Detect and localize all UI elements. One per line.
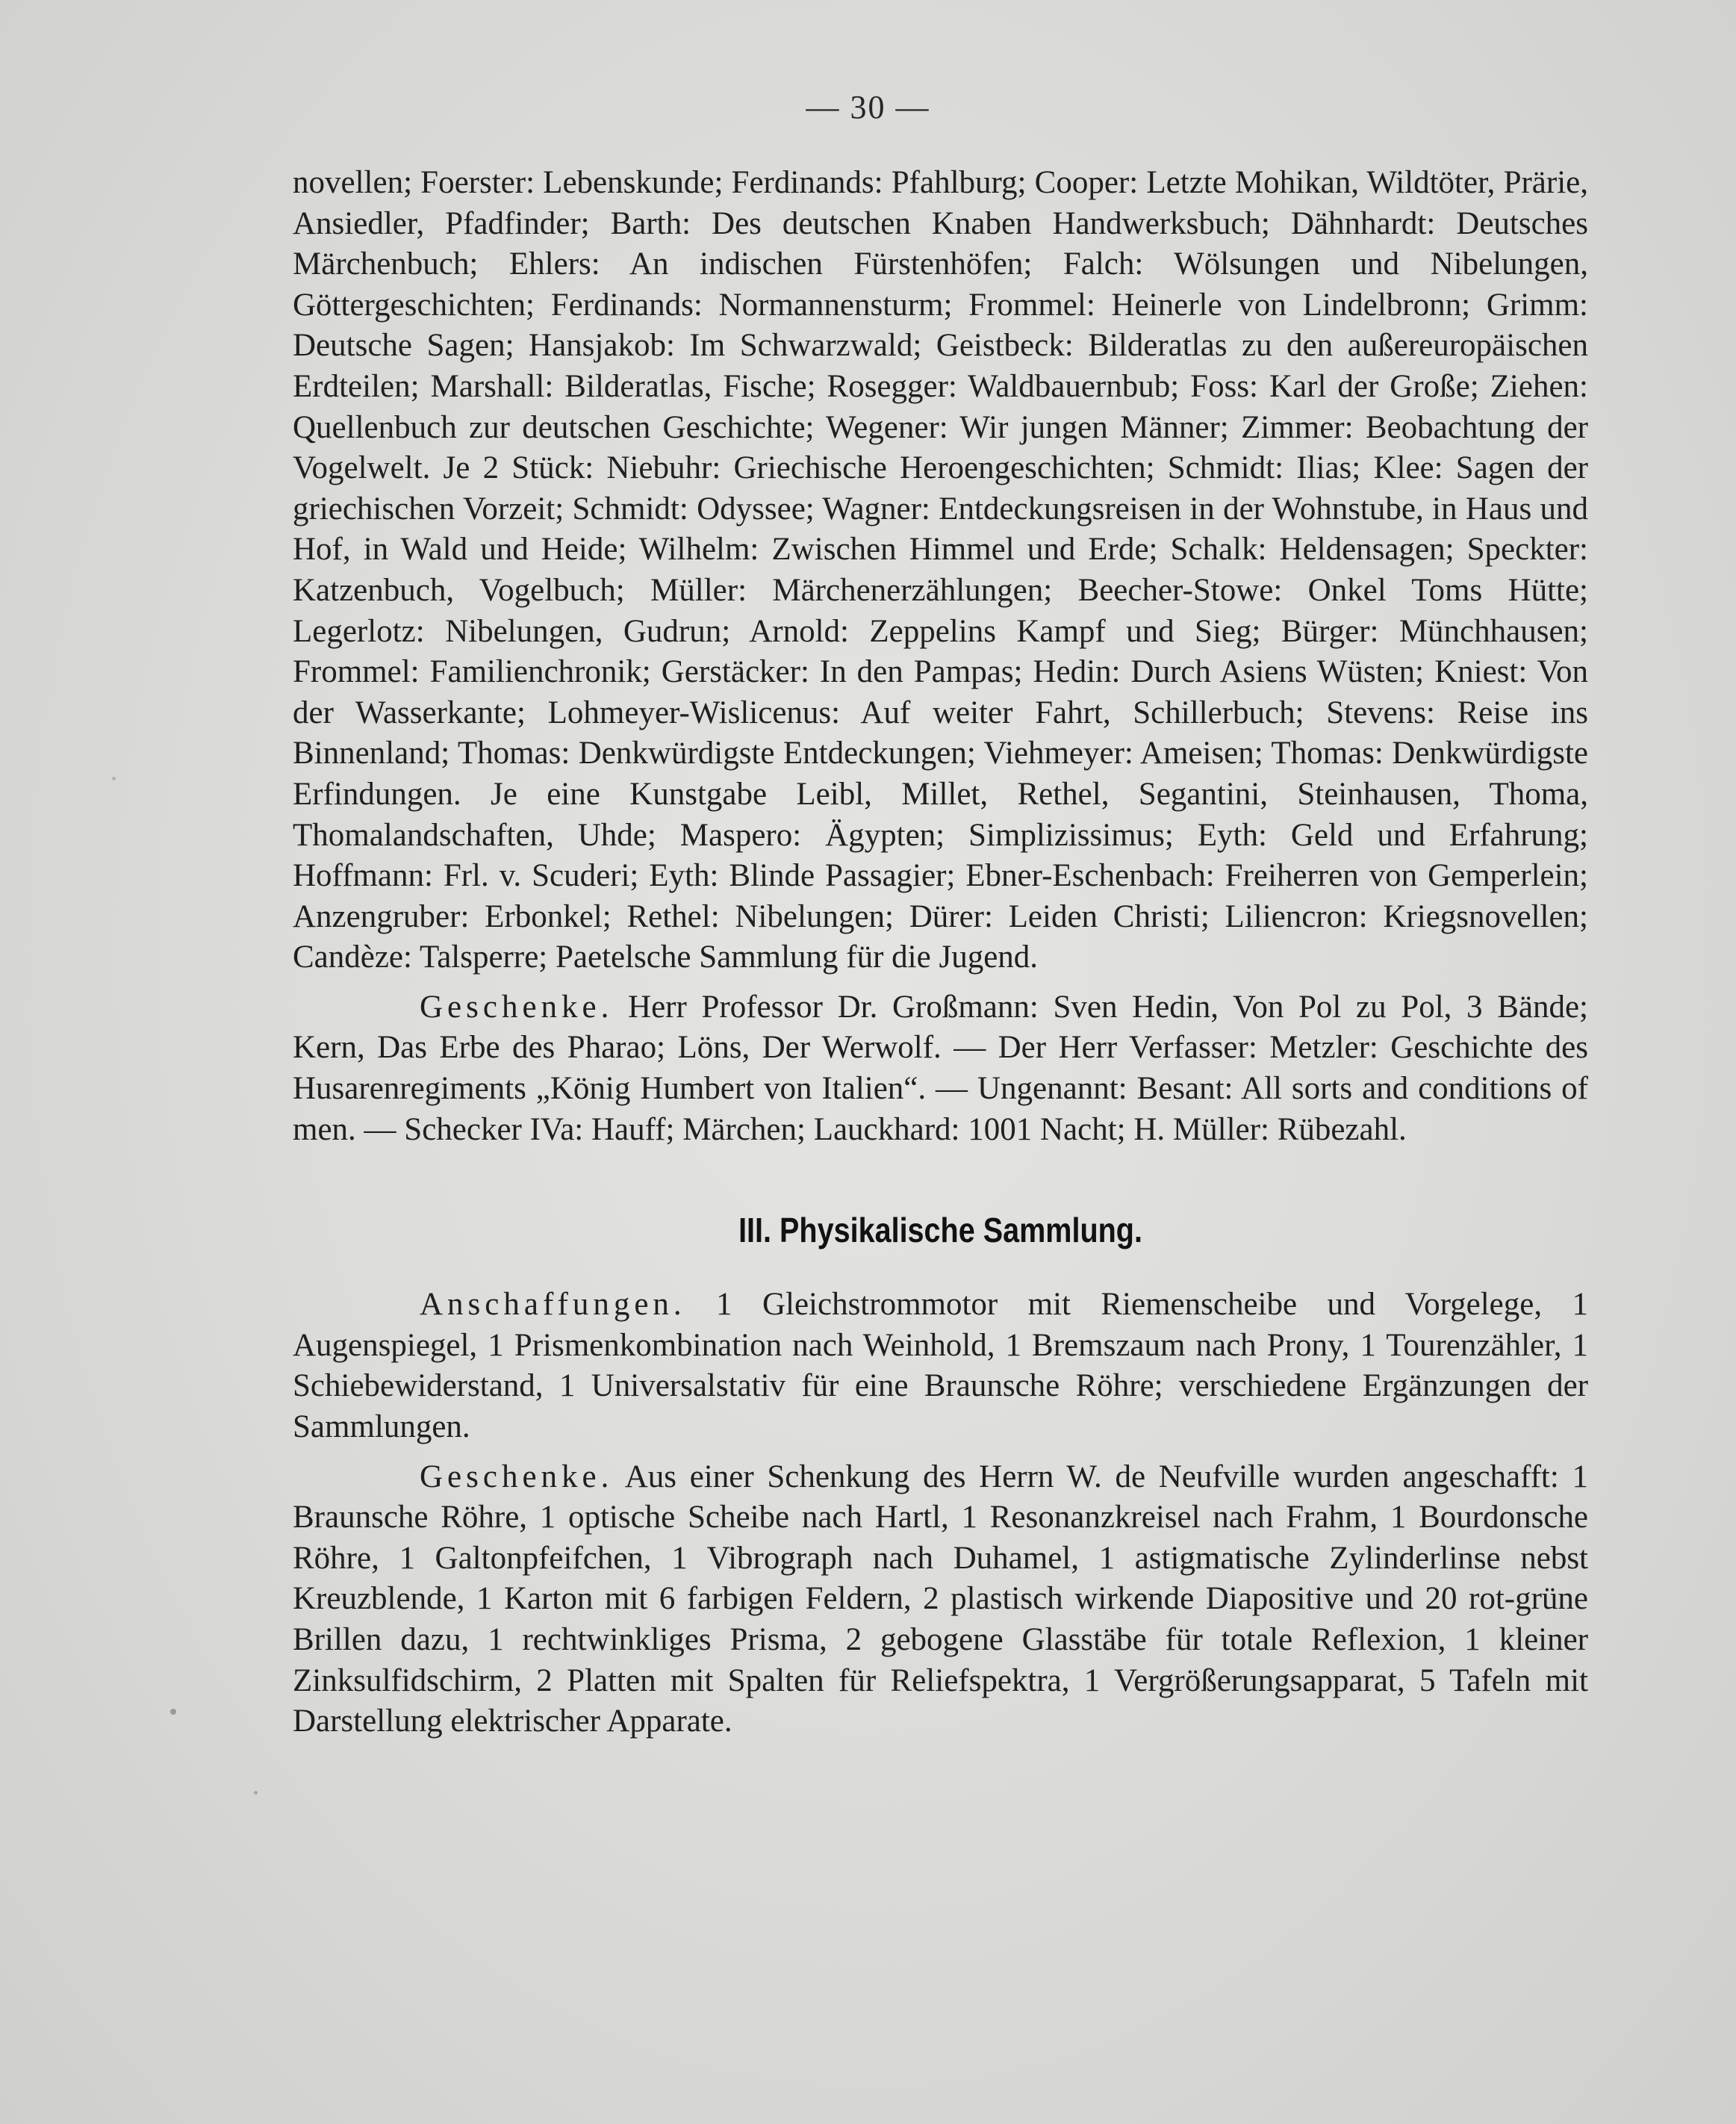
paragraph-gap (293, 1448, 1588, 1457)
physics-gifts-label: Geschenke. (420, 1459, 614, 1494)
physics-acquisitions-paragraph (293, 1285, 1588, 1447)
physics-gifts-text: Aus einer Schenkung des Herrn W. de Neufville wurden angeschafft: 1 Braunsche Röhre, 1 optische Scheibe nach Hartl, 1 Resonanzkreisel nach Frahm, 1 Bourdonsche Röhre, 1 Galtonpfeifchen, 1 Vibrograph nach Duhamel, 1 astigmatische Zylinderlinse nebst Kreuzblende, 1 Karton mit 6 farbigen Feldern, 2 plastisch wirkende Diapositive und 20 rot-grüne Brillen dazu, 1 rechtwinkliges Prisma, 2 gebogene Glasstäbe für totale Reflexion, 1 kleiner Zinksulfidschirm, 2 Platten mit Spalten für Reliefspektra, 1 Vergrößerungsapparat, 5 Tafeln mit Darstellung elektrischer Apparate. (293, 1459, 1588, 1739)
scan-speck (170, 1709, 176, 1715)
physics-acquisitions-text: 1 Gleichstrommotor mit Riemenscheibe und Vorgelege, 1 Augenspiegel, 1 Prismenkombination nach Weinhold, 1 Bremszaum nach Prony, 1 Tourenzähler, 1 Schiebewiderstand, 1 Universalstativ für eine Braunsche Röhre; verschiedene Ergänzungen der Sammlungen. (293, 1287, 1588, 1445)
library-list-paragraph: novellen; Foerster: Lebenskunde; Ferdinands: Pfahlburg; Cooper: Letzte Mohikan, Wildtöter, Prärie, Ansiedler, Pfadfinder; Barth: Des deutschen Knaben Handwerksbuch; Dähnhardt: Deutsches Märchenbuch; Ehlers: An indischen Fürstenhöfen; Falch: Wölsungen und Nibelungen, Göttergeschichten; Ferdinands: Normannensturm; Frommel: Heinerle von Lindelbronn; Grimm: Deutsche Sagen; Hansjakob: Im Schwarzwald; Geistbeck: Bilderatlas zu den außereuropäischen Erdteilen; Marshall: Bilderatlas, Fische; Rosegger: Waldbauernbub; Foss: Karl der Große; Ziehen: Quellenbuch zur deutschen Geschichte; Wegener: Wir jungen Männer; Zimmer: Beobachtung der Vogelwelt. Je 2 Stück: Niebuhr: Griechische Heroengeschichten; Schmidt: Ilias; Klee: Sagen der griechischen Vorzeit; Schmidt: Odyssee; Wagner: Entdeckungsreisen in der Wohnstube, in Haus und Hof, in Wald und Heide; Wilhelm: Zwischen Himmel und Erde; Schalk: Heldensagen; Speckter: Katzenbuch, Vogelbuch; Müller: Märchenerzählungen; Beecher-Stowe: Onkel Toms Hütte; Legerlotz: Nibelungen, Gudrun; Arnold: Zeppelins Kampf und Sieg; Bürger: Münchhausen; Frommel: Familienchronik; Gerstäcker: In den Pampas; Hedin: Durch Asiens Wüsten; Kniest: Von der Wasserkante; Lohmeyer-Wislicenus: Auf weiter Fahrt, Schillerbuch; Stevens: Reise ins Binnenland; Thomas: Denkwürdigste Entdeckungen; Viehmeyer: Ameisen; Thomas: Denkwürdigste Erfindungen. Je eine Kunstgabe Leibl, Millet, Rethel, Segantini, Steinhausen, Thoma, Thomalandschaften, Uhde; Maspero: Ägypten; Simplizissimus; Eyth: Geld und Erfahrung; Hoffmann: Frl. v. Scuderi; Eyth: Blinde Passagier; Ebner-Eschenbach: Freiherren von Gemperlein; Anzengruber: Erbonkel; Rethel: Nibelungen; Dürer: Leiden Christi; Liliencron: Kriegsnovellen; Candèze: Talsperre; Paetelsche Sammlung für die Jugend. (293, 165, 1588, 975)
library-gifts-text: Herr Professor Dr. Großmann: Sven Hedin, Von Pol zu Pol, 3 Bände; Kern, Das Erbe des Pharao; Löns, Der Werwolf. — Der Herr Verfasser: Metzler: Geschichte des Husarenregiments „König Humbert von Italien“. — Ungenannt: Besant: All sorts and conditions of men. — Schecker IVa: Hauff; Märchen; Lauckhard: 1001 Nacht; H. Müller: Rübezahl. (293, 989, 1588, 1147)
physics-gifts-paragraph (293, 1457, 1588, 1742)
library-gifts-paragraph (293, 987, 1588, 1150)
scan-speck (254, 1791, 258, 1795)
page-number: — 30 — (806, 89, 930, 125)
text-column (293, 163, 1588, 1742)
section-heading: III. Physikalische Sammlung. (738, 1211, 1142, 1250)
library-gifts-label: Geschenke. (420, 989, 614, 1025)
scan-speck (112, 777, 116, 780)
paragraph-gap (293, 978, 1588, 987)
physics-acquisitions-label: Anschaffungen. (420, 1287, 686, 1323)
